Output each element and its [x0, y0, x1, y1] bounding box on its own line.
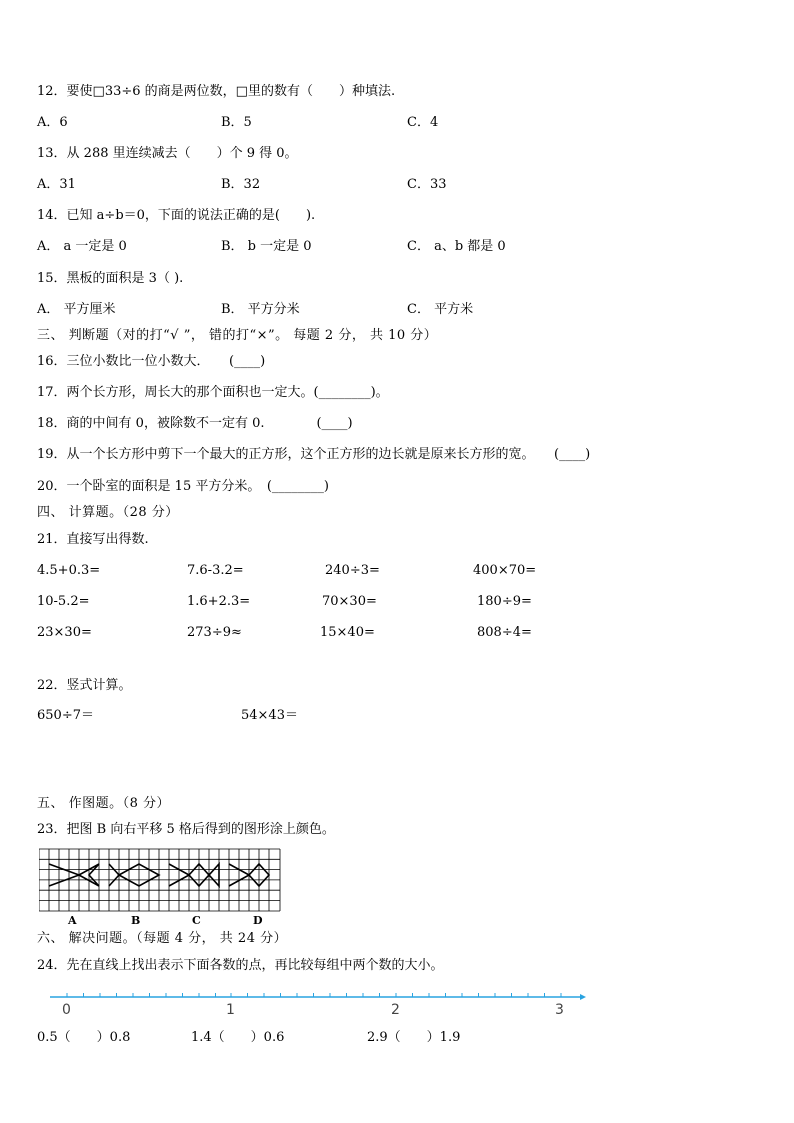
section-3-title: 三、 判断题（对的打“√ ”， 错的打“×”。 每题 2 分， 共 10 分）: [37, 328, 438, 343]
question-22-stem: 22．竖式计算。: [37, 678, 132, 693]
axis-label-2: 2: [391, 1002, 400, 1018]
calc-item: 70×30=: [322, 594, 377, 609]
question-12-option-b[interactable]: B．5: [221, 115, 252, 130]
calc-item: 808÷4=: [477, 625, 532, 640]
figure-label-c: C: [192, 914, 201, 927]
question-19: 19．从一个长方形中剪下一个最大的正方形，这个正方形的边长就是原来长方形的宽。 (____): [37, 447, 591, 462]
calc-item: 1.6+2.3=: [187, 594, 251, 609]
calc-item: 23×30=: [37, 625, 92, 640]
number-line-svg: [50, 988, 590, 1020]
question-16: 16．三位小数比一位小数大． (____): [37, 354, 266, 369]
question-17: 17．两个长方形，周长大的那个面积也一定大。(________)。: [37, 385, 389, 400]
figure-label-d: D: [253, 914, 263, 927]
translation-grid-figure: [39, 848, 284, 932]
question-13-option-a[interactable]: A．31: [37, 177, 76, 192]
number-line: [50, 988, 590, 1024]
question-24-stem: 24．先在直线上找出表示下面各数的点，再比较每组中两个数的大小。: [37, 958, 444, 973]
question-12-option-c[interactable]: C．4: [407, 115, 439, 130]
question-13-option-c[interactable]: C．33: [407, 177, 447, 192]
calc-item: 15×40=: [320, 625, 375, 640]
section-6-title: 六、 解决问题。（每题 4 分， 共 24 分）: [37, 931, 288, 946]
question-13-stem: 13．从 288 里连续减去（ ）个 9 得 0。: [37, 146, 298, 161]
question-12-option-a[interactable]: A．6: [37, 115, 68, 130]
grid-lines: [39, 849, 280, 911]
calc-item: 273÷9≈: [187, 625, 242, 640]
question-15-stem: 15．黑板的面积是 3（ ).: [37, 271, 184, 286]
calc-item: 10-5.2=: [37, 594, 90, 609]
calc-item: 240÷3=: [325, 563, 380, 578]
axis-label-0: 0: [62, 1002, 71, 1018]
question-15-option-c[interactable]: C． 平方米: [407, 302, 474, 317]
question-23-stem: 23．把图 B 向右平移 5 格后得到的图形涂上颜色。: [37, 822, 335, 837]
number-line-arrow: [580, 994, 586, 1000]
calc-item: 7.6-3.2=: [187, 563, 244, 578]
figure-label-a: A: [68, 914, 77, 927]
question-14-option-a[interactable]: A． a 一定是 0: [37, 239, 127, 254]
question-20: 20．一个卧室的面积是 15 平方分米。 (________): [37, 479, 329, 494]
calc-item: 180÷9=: [477, 594, 532, 609]
calc-item: 400×70=: [473, 563, 537, 578]
question-21-stem: 21．直接写出得数.: [37, 532, 149, 547]
comparison-item: 0.5（ ）0.8: [37, 1030, 131, 1045]
question-14-option-b[interactable]: B． b 一定是 0: [221, 239, 312, 254]
comparison-item: 1.4（ ）0.6: [191, 1030, 285, 1045]
question-12-stem: 12．要使□33÷6 的商是两位数，□里的数有（ ）种填法.: [37, 84, 396, 99]
figure-label-b: B: [131, 914, 141, 927]
comparison-item: 2.9（ ）1.9: [367, 1030, 461, 1045]
question-15-option-a[interactable]: A． 平方厘米: [37, 302, 116, 317]
vertical-calc-item: 650÷7＝: [37, 708, 94, 723]
section-4-title: 四、 计算题。（28 分）: [37, 505, 179, 520]
axis-label-3: 3: [555, 1002, 564, 1018]
question-13-option-b[interactable]: B．32: [221, 177, 261, 192]
question-14-option-c[interactable]: C． a、b 都是 0: [407, 239, 506, 254]
vertical-calc-item: 54×43＝: [241, 708, 298, 723]
question-18: 18．商的中间有 0，被除数不一定有 0. (____): [37, 416, 353, 431]
axis-label-1: 1: [226, 1002, 235, 1018]
question-14-stem: 14．已知 a÷b＝0，下面的说法正确的是( ).: [37, 208, 316, 223]
section-5-title: 五、 作图题。（8 分）: [37, 796, 171, 811]
calc-item: 4.5+0.3=: [37, 563, 101, 578]
question-15-option-b[interactable]: B． 平方分米: [221, 302, 300, 317]
